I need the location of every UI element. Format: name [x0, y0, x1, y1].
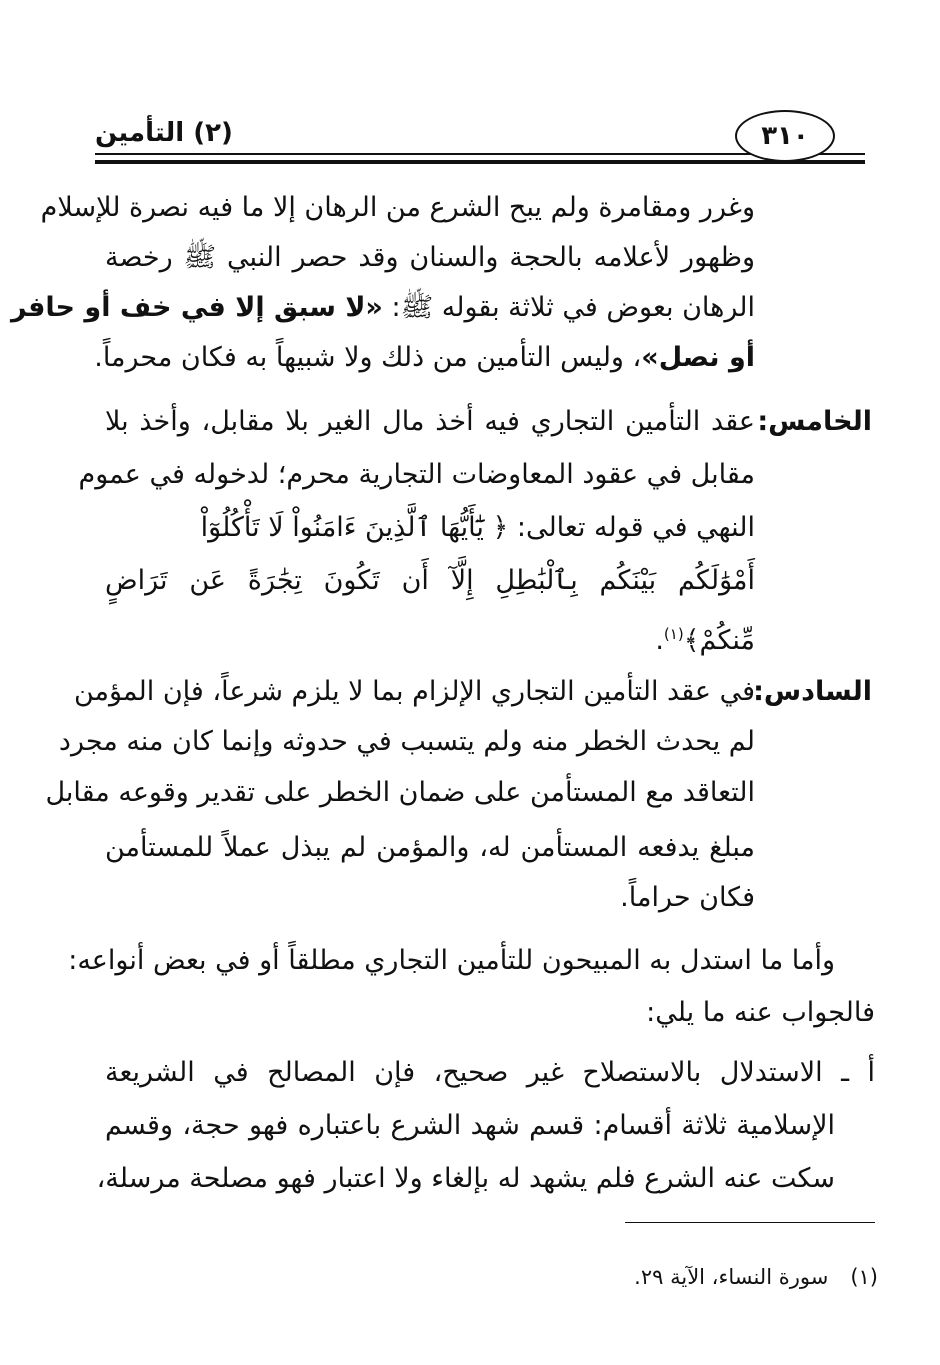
p1-line-3	[10, 288, 755, 328]
fifth-line-3	[105, 508, 755, 548]
footnote-text: سورة النساء، الآية ٢٩.	[634, 1265, 829, 1289]
fifth-line-5	[105, 614, 755, 661]
verse-part-2: أَمْوَٰلَكُم بَيْنَكُم بِٱلْبَٰطِلِ إِلَّآ أَن تَكُونَ تِجَٰرَةً عَن تَرَاضٍ	[105, 565, 755, 596]
chapter-title: (٢) التأمين	[95, 118, 233, 148]
fifth-line-2: مقابل في عقود المعاوضات التجارية محرم؛ لدخوله في عموم	[78, 459, 755, 490]
page-number-badge	[735, 110, 835, 162]
fifth-line-1: عقد التأمين التجاري فيه أخذ مال الغير بلا مقابل، وأخذ بلا	[105, 406, 755, 437]
footnote-number: (١)	[850, 1265, 878, 1289]
sixth-line-3: التعاقد مع المستأمن على ضمان الخطر على تقدير وقوعه مقابل	[45, 777, 755, 808]
page-number: ٣١٠	[761, 121, 809, 151]
sixth-line-2: لم يحدث الخطر منه ولم يتسبب في حدوثه وإنما كان منه مجرد	[58, 726, 755, 757]
footnote-separator	[625, 1222, 875, 1223]
sixth-line-4: مبلغ يدفعه المستأمن له، والمؤمن لم يبذل عملاً للمستأمن	[105, 832, 755, 863]
p1-line-3-text: الرهان بعوض في ثلاثة بقوله ﷺ:	[391, 292, 755, 323]
sixth-line-1: في عقد التأمين التجاري الإلزام بما لا يلزم شرعاً، فإن المؤمن	[73, 676, 755, 707]
sixth-line-5: فكان حراماً.	[620, 882, 755, 913]
hadith-part-1: «لا سبق إلا في خف أو حافر	[10, 292, 383, 323]
p1-line-1: وغرر ومقامرة ولم يبح الشرع من الرهان إلا ما فيه نصرة للإسلام	[40, 192, 755, 223]
p1-line-2: وظهور لأعلامه بالحجة والسنان وقد حصر النبي ﷺ رخصة	[105, 242, 755, 273]
fifth-label: الخامس:	[757, 406, 872, 437]
p3-line-2: الإسلامية ثلاثة أقسام: قسم شهد الشرع باعتباره فهو حجة، وقسم	[105, 1110, 835, 1141]
verse-part-1: ﴿ يَٰٓأَيُّهَا ٱلَّذِينَ ءَامَنُواْ لَا تَأْكُلُوٓاْ	[200, 512, 509, 543]
fifth-line-3-text: النهي في قوله تعالى:	[516, 512, 755, 543]
p1-line-4-text: ، وليس التأمين من ذلك ولا شبيهاً به فكان محرماً.	[94, 342, 642, 373]
hadith-part-2: أو نصل»	[641, 342, 755, 373]
footnote	[634, 1262, 878, 1292]
footnote-ref[interactable]: (١)	[663, 625, 684, 643]
p2-line-2: فالجواب عنه ما يلي:	[646, 997, 875, 1028]
p2-line-1: وأما ما استدل به المبيحون للتأمين التجاري مطلقاً أو في بعض أنواعه:	[68, 945, 835, 976]
fifth-line-end: .	[655, 625, 664, 656]
p3-line-3: سكت عنه الشرع فلم يشهد له بإلغاء ولا اعتبار فهو مصلحة مرسلة،	[96, 1163, 835, 1194]
verse-part-3: مِّنكُمْ﴾	[683, 625, 755, 656]
sixth-label: السادس:	[753, 676, 872, 707]
p3-line-1: أ ـ الاستدلال بالاستصلاح غير صحيح، فإن المصالح في الشريعة	[105, 1057, 875, 1088]
p1-line-4	[94, 338, 755, 378]
header-rule-thick	[95, 160, 865, 164]
